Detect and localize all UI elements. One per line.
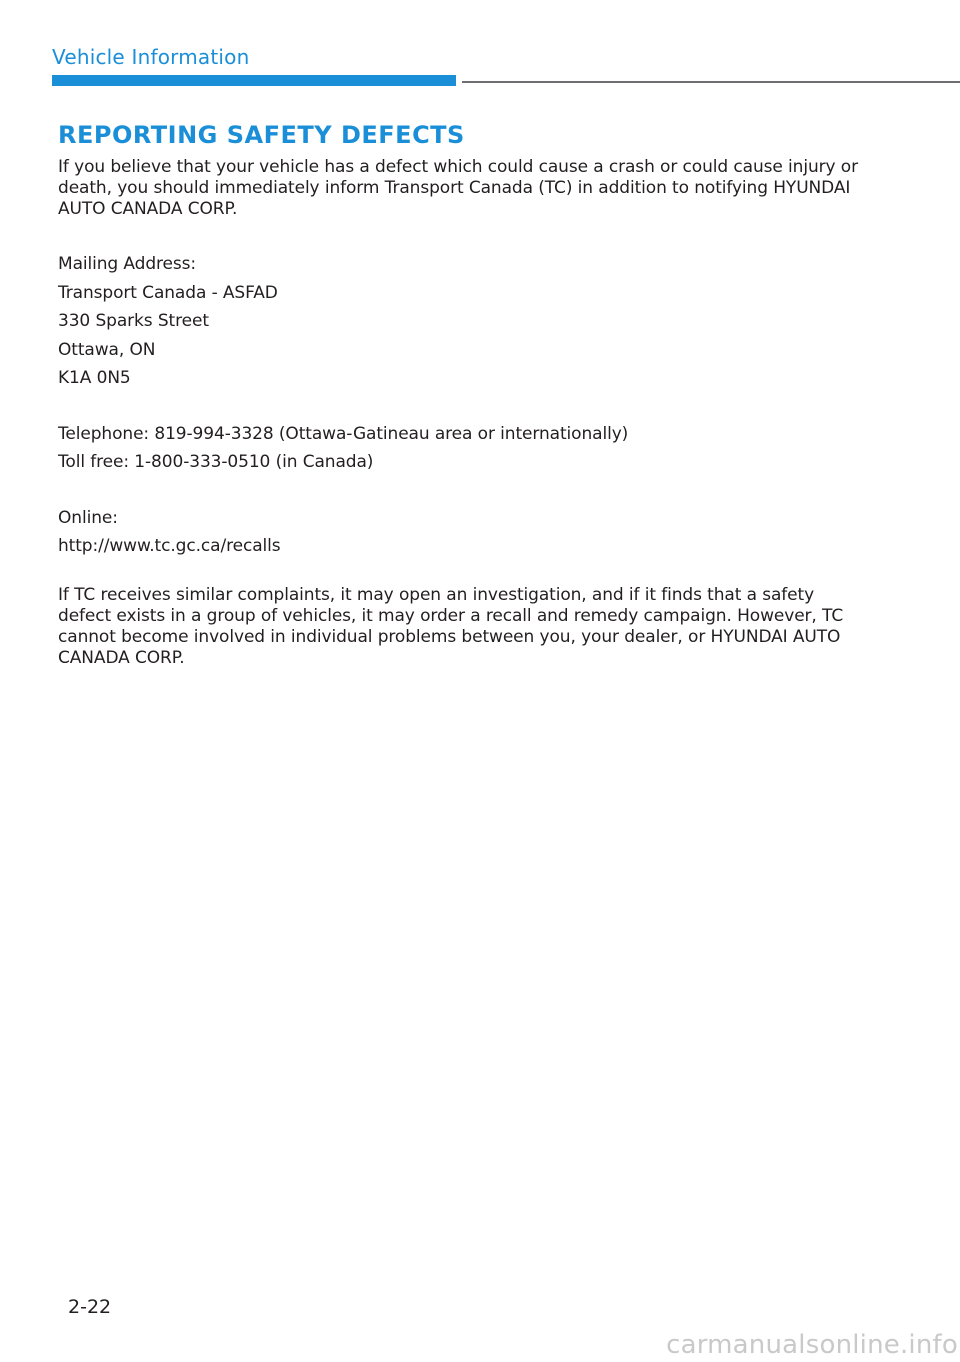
phone-block [58, 420, 858, 477]
watermark: carmanualsonline.info [666, 1330, 958, 1360]
header-rule [462, 81, 960, 83]
address-line: Transport Canada - ASFAD [58, 282, 278, 303]
page-title: REPORTING SAFETY DEFECTS [58, 121, 465, 149]
section-label: Vehicle Information [52, 45, 250, 69]
online-label: Online: [58, 507, 118, 528]
mailing-address-label: Mailing Address: [58, 254, 197, 274]
address-line: Ottawa, ON [58, 339, 156, 360]
closing-paragraph: If TC receives similar complaints, it may open an investigation, and if it finds that a safety defect exists in a group of vehicles, it may order a recall and remedy campaign. However, TC cannot become involved in individual problems between you, your dealer, or HYUNDAI AUTO CANADA CORP. [58, 584, 844, 668]
recalls-url[interactable]: http://www.tc.gc.ca/recalls [58, 536, 281, 556]
header-rule-accent [52, 75, 456, 86]
telephone-line: Telephone: 819-994-3328 (Ottawa-Gatineau area or internationally) [58, 423, 629, 444]
mailing-address-block [58, 250, 858, 393]
address-line: K1A 0N5 [58, 368, 131, 388]
content [58, 121, 858, 669]
online-block [58, 504, 858, 561]
intro-paragraph: If you believe that your vehicle has a defect which could cause a crash or could cause injury or death, you should immediately inform Transport Canada (TC) in addition to notifying HYUNDAI AUTO CANADA CORP. [58, 157, 858, 219]
toll-free-line: Toll free: 1-800-333-0510 (in Canada) [58, 452, 374, 472]
address-line: 330 Sparks Street [58, 311, 209, 331]
page-number: 2-22 [68, 1296, 112, 1318]
